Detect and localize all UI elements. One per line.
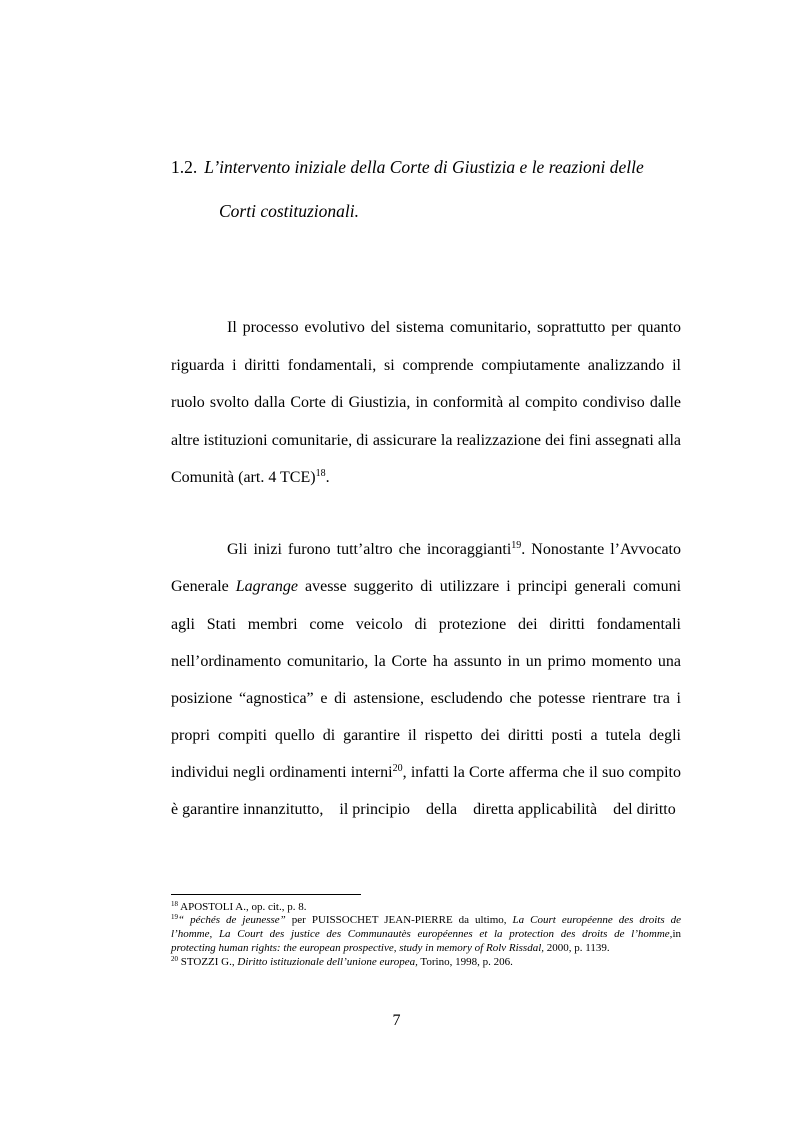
paragraph2-line5: posizione “agnostica” e di astensione, escludendo che potesse rientrare tra i: [171, 690, 681, 707]
section-title-line1: L’intervento iniziale della Corte di Giustizia e le reazioni delle: [204, 157, 644, 177]
footnote-separator: [171, 894, 361, 895]
footnote-ref-19: 19: [511, 540, 522, 551]
paragraph2-line7: [171, 763, 681, 783]
page-number: 7: [392, 1012, 401, 1029]
paragraph2-line1-b: . Nonostante l’Avvocato: [521, 541, 681, 558]
footnote-18-text: APOSTOLI A., op. cit., p. 8.: [180, 901, 307, 913]
paragraph1-line5-text: Comunità (art. 4 TCE): [171, 469, 316, 486]
paragraph2-line7-a: individui negli ordinamenti interni: [171, 764, 393, 781]
footnote-19-italic2: La Court européenne des droits de: [512, 914, 682, 926]
paragraph2-line2-a: Generale: [171, 578, 229, 595]
section-heading: [171, 154, 691, 180]
footnote-19-line2: [171, 928, 681, 941]
paragraph1-line3: ruolo svolto dalla Corte di Giustizia, in conformità al compito condiviso dalle: [171, 394, 681, 411]
footnote-20-number: 20: [171, 955, 178, 963]
paragraph1-line5-end: .: [325, 469, 330, 486]
paragraph1-line2: riguarda i diritti fondamentali, si comprende compiutamente analizzando il: [171, 357, 681, 374]
section-number: 1.2.: [171, 157, 198, 177]
section-title-line2: Corti costituzionali.: [219, 201, 360, 221]
footnote-19-line3-end: 2000, p. 1139.: [546, 942, 610, 954]
paragraph2-line2-b: avesse suggerito di utilizzare i principi generali comuni: [305, 578, 682, 595]
footnote-19-number: 19: [171, 913, 178, 921]
paragraph2-line4: nell’ordinamento comunitario, la Corte ha assunto in un primo momento una: [171, 653, 681, 670]
paragraph2-line1-a: Gli inizi furono tutt’altro che incoraggianti: [227, 541, 512, 558]
footnote-ref-18: 18: [315, 468, 326, 479]
footnote-19-line3: [171, 942, 681, 955]
footnote-ref-20: 20: [392, 763, 403, 774]
footnote-20-italic: Diritto istituzionale dell’unione europea,: [237, 956, 418, 968]
footnote-19-italic1: “ péchés de jeunesse”: [178, 914, 286, 926]
footnote-19-line1: [171, 914, 681, 927]
footnote-19-text1: per PUISSOCHET JEAN-PIERRE da ultimo,: [291, 914, 507, 926]
footnote-18: [171, 901, 681, 914]
paragraph2-line1: [227, 540, 681, 560]
paragraph2-line7-b: , infatti la Corte afferma che il suo compito: [402, 764, 681, 781]
footnote-18-number: 18: [171, 900, 178, 908]
paragraph2-line2-italic: Lagrange: [235, 578, 298, 595]
footnote-20-text1: STOZZI G.,: [180, 956, 235, 968]
paragraph1-line5: [171, 468, 681, 488]
footnote-20: [171, 956, 681, 969]
footnote-19-line2-italic: l’homme, La Court des justice des Communautès européennes et la protection des droits de l’homme,: [171, 928, 673, 940]
paragraph2-line8: è garantire innanzitutto, il principio della diretta applicabilità del diritto: [171, 801, 676, 818]
footnote-19-line2-end: in: [672, 928, 681, 940]
paragraph2-line3: agli Stati membri come veicolo di protezione dei diritti fondamentali: [171, 616, 681, 633]
paragraph2-line6: propri compiti quello di garantire il rispetto dei diritti posti a tutela degli: [171, 727, 681, 744]
footnote-20-text2: Torino, 1998, p. 206.: [420, 956, 513, 968]
footnote-19-line3-italic: protecting human rights: the european prospective, study in memory of Rolv Rissdal,: [171, 942, 545, 954]
paragraph1-line1: Il processo evolutivo del sistema comunitario, soprattutto per quanto: [227, 319, 681, 336]
paragraph1-line4: altre istituzioni comunitarie, di assicurare la realizzazione dei fini assegnati alla: [171, 432, 681, 449]
paragraph2-line2: [171, 577, 681, 597]
